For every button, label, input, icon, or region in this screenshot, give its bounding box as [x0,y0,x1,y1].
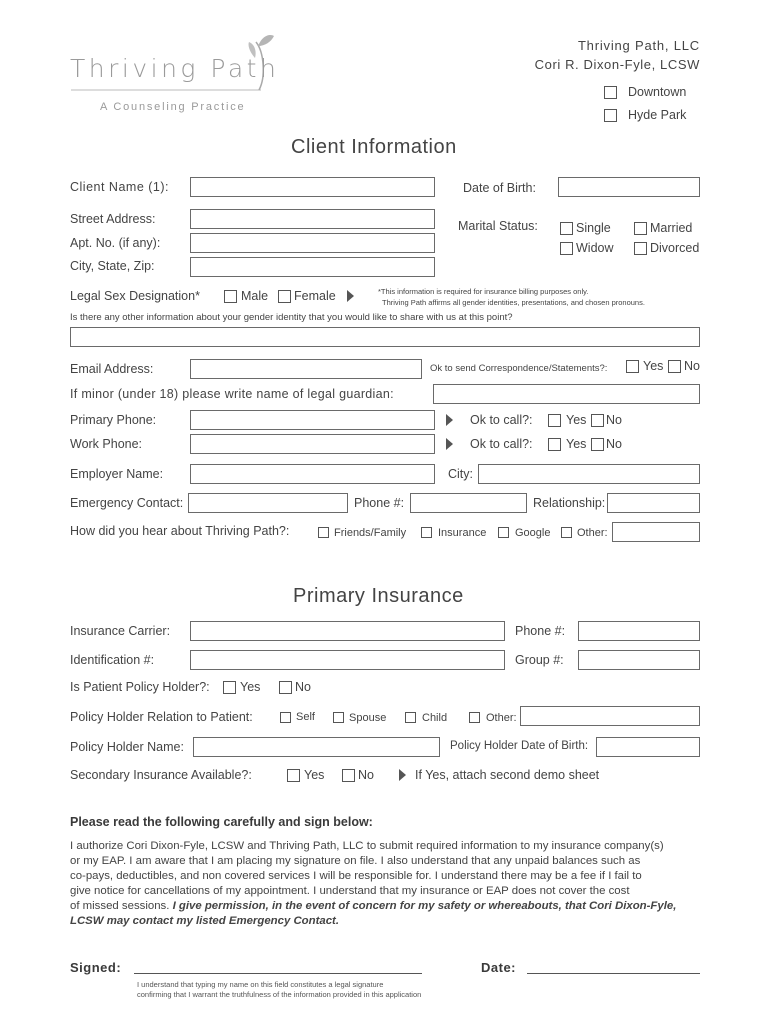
relation-other-input[interactable] [520,706,700,726]
location-hyde-park-label: Hyde Park [628,108,687,122]
employer-input[interactable] [190,464,435,484]
relation-label: Policy Holder Relation to Patient: [70,710,253,724]
identification-input[interactable] [190,650,505,670]
policy-holder-no-checkbox[interactable] [279,681,292,694]
carrier-label: Insurance Carrier: [70,624,171,638]
gender-identity-input[interactable] [70,327,700,347]
consent-line: co-pays, deductibles, and non covered services I will be responsible for. I understand there may be a fee if I fail to [70,870,642,883]
relation-other-label: Other: [486,712,517,724]
marital-widow-label: Widow [576,241,614,255]
date-line[interactable] [527,973,700,974]
apt-label: Apt. No. (if any): [70,236,161,250]
client-name-label: Client Name (1): [70,180,169,194]
sex-female-label: Female [294,289,336,303]
marital-label: Marital Status: [458,219,538,233]
location-hyde-park-checkbox[interactable] [604,109,617,122]
insurance-note-line1: *This information is required for insurance billing purposes only. [378,287,589,296]
primary-ok-call-label: Ok to call?: [470,413,533,427]
group-input[interactable] [578,650,700,670]
policy-holder-question: Is Patient Policy Holder?: [70,680,210,694]
signature-note-line1: I understand that typing my name on this field constitutes a legal signature [137,980,384,989]
client-info-title: Client Information [291,136,457,158]
relationship-input[interactable] [607,493,700,513]
identification-label: Identification #: [70,653,155,667]
secondary-no-checkbox[interactable] [342,769,355,782]
street-label: Street Address: [70,212,156,226]
dob-input[interactable] [558,177,700,197]
dob-label: Date of Birth: [463,181,536,195]
arrow-right-icon [446,414,453,426]
holder-dob-label: Policy Holder Date of Birth: [450,740,589,752]
clinician-name: Cori R. Dixon-Fyle, LCSW [534,57,700,72]
relation-self-label: Self [296,711,315,723]
secondary-yes-label: Yes [304,768,325,782]
location-downtown-checkbox[interactable] [604,86,617,99]
signed-label: Signed: [70,960,122,975]
ok-send-no-checkbox[interactable] [668,360,681,373]
consent-paragraph [70,839,702,930]
logo-wordmark: Thriving Path [70,54,280,83]
hear-other-input[interactable] [612,522,700,542]
work-phone-label: Work Phone: [70,437,143,451]
holder-name-label: Policy Holder Name: [70,740,184,754]
emergency-input[interactable] [188,493,348,513]
arrow-right-icon [347,290,354,302]
secondary-no-label: No [358,768,374,782]
consent-line: or my EAP. I am aware that I am placing my signature on file. I also understand that any unpaid balances such as [70,855,641,868]
work-phone-input[interactable] [190,434,435,454]
hear-other-label: Other: [577,527,608,539]
hear-google-label: Google [515,527,551,539]
secondary-note: If Yes, attach second demo sheet [415,768,600,782]
work-call-no-checkbox[interactable] [591,438,604,451]
city-state-zip-input[interactable] [190,257,435,277]
policy-holder-yes-checkbox[interactable] [223,681,236,694]
marital-widow-checkbox[interactable] [560,242,573,255]
insurance-title: Primary Insurance [293,585,464,607]
hear-other-checkbox[interactable] [561,527,572,538]
insurance-phone-input[interactable] [578,621,700,641]
policy-holder-yes-label: Yes [240,680,261,694]
date-label: Date: [481,960,517,975]
arrow-right-icon [446,438,453,450]
marital-divorced-checkbox[interactable] [634,242,647,255]
carrier-input[interactable] [190,621,505,641]
consent-heading: Please read the following carefully and sign below: [70,815,373,829]
logo-tagline: A Counseling Practice [100,101,246,113]
sex-male-label: Male [241,289,269,303]
work-call-yes-checkbox[interactable] [548,438,561,451]
relation-spouse-checkbox[interactable] [333,712,344,723]
ok-send-no-label: No [684,359,700,373]
email-label: Email Address: [70,362,154,376]
street-input[interactable] [190,209,435,229]
location-downtown-label: Downtown [628,85,687,99]
ok-send-yes-checkbox[interactable] [626,360,639,373]
consent-permission: I give permission, in the event of concern for my safety or whereabouts, that Cori Dixon-Fyle, [172,900,677,913]
marital-married-checkbox[interactable] [634,222,647,235]
guardian-input[interactable] [433,384,700,404]
gender-question: Is there any other information about your gender identity that you would like to share with us at this point? [70,312,513,323]
hear-insurance-checkbox[interactable] [421,527,432,538]
marital-married-label: Married [650,221,693,235]
hear-friends-checkbox[interactable] [318,527,329,538]
employer-label: Employer Name: [70,467,164,481]
ok-send-yes-label: Yes [643,359,664,373]
employer-city-label: City: [448,467,473,481]
hear-label: How did you hear about Thriving Path?: [70,524,290,538]
group-label: Group #: [515,653,564,667]
holder-name-input[interactable] [193,737,440,757]
holder-dob-input[interactable] [596,737,700,757]
primary-call-yes-checkbox[interactable] [548,414,561,427]
consent-line: give notice for cancellations of my appointment. I understand that my insurance or EAP does not cover the cost [70,885,630,898]
relation-self-checkbox[interactable] [280,712,291,723]
sex-female-checkbox[interactable] [278,290,291,303]
primary-call-no-label: No [606,413,622,427]
hear-insurance-label: Insurance [438,527,487,539]
sex-male-checkbox[interactable] [224,290,237,303]
work-call-yes-label: Yes [566,437,587,451]
city-state-zip-label: City, State, Zip: [70,259,155,273]
work-ok-call-label: Ok to call?: [470,437,533,451]
emergency-phone-input[interactable] [410,493,527,513]
marital-divorced-label: Divorced [650,241,700,255]
company-name: Thriving Path, LLC [577,38,700,53]
signature-note-line2: confirming that I warrant the truthfulness of the information provided in this application [137,990,422,999]
insurance-phone-label: Phone #: [515,624,566,638]
client-name-input[interactable] [190,177,435,197]
employer-city-input[interactable] [478,464,700,484]
ok-send-label: Ok to send Correspondence/Statements?: [430,363,608,374]
primary-call-yes-label: Yes [566,413,587,427]
policy-holder-no-label: No [295,680,311,694]
marital-single-label: Single [576,221,611,235]
signature-line[interactable] [134,973,422,974]
secondary-yes-checkbox[interactable] [287,769,300,782]
secondary-label: Secondary Insurance Available?: [70,768,252,782]
emergency-label: Emergency Contact: [70,496,184,510]
relation-child-checkbox[interactable] [405,712,416,723]
relation-other-checkbox[interactable] [469,712,480,723]
email-input[interactable] [190,359,422,379]
primary-call-no-checkbox[interactable] [591,414,604,427]
guardian-label: If minor (under 18) please write name of legal guardian: [70,387,394,401]
consent-line: of missed sessions. [70,900,173,913]
apt-input[interactable] [190,233,435,253]
primary-phone-input[interactable] [190,410,435,430]
relationship-label: Relationship: [533,496,606,510]
relation-child-label: Child [422,712,448,724]
legal-sex-label: Legal Sex Designation* [70,289,200,303]
consent-permission: LCSW may contact my listed Emergency Contact. [70,915,340,928]
primary-phone-label: Primary Phone: [70,413,157,427]
hear-friends-label: Friends/Family [334,527,407,539]
arrow-right-icon [399,769,406,781]
hear-google-checkbox[interactable] [498,527,509,538]
work-call-no-label: No [606,437,622,451]
marital-single-checkbox[interactable] [560,222,573,235]
insurance-note-line2: Thriving Path affirms all gender identities, presentations, and chosen pronouns. [382,298,645,307]
consent-line: I authorize Cori Dixon-Fyle, LCSW and Thriving Path, LLC to submit required information to my insurance company(s) [70,840,664,852]
emergency-phone-label: Phone #: [354,496,405,510]
relation-spouse-label: Spouse [349,712,387,724]
